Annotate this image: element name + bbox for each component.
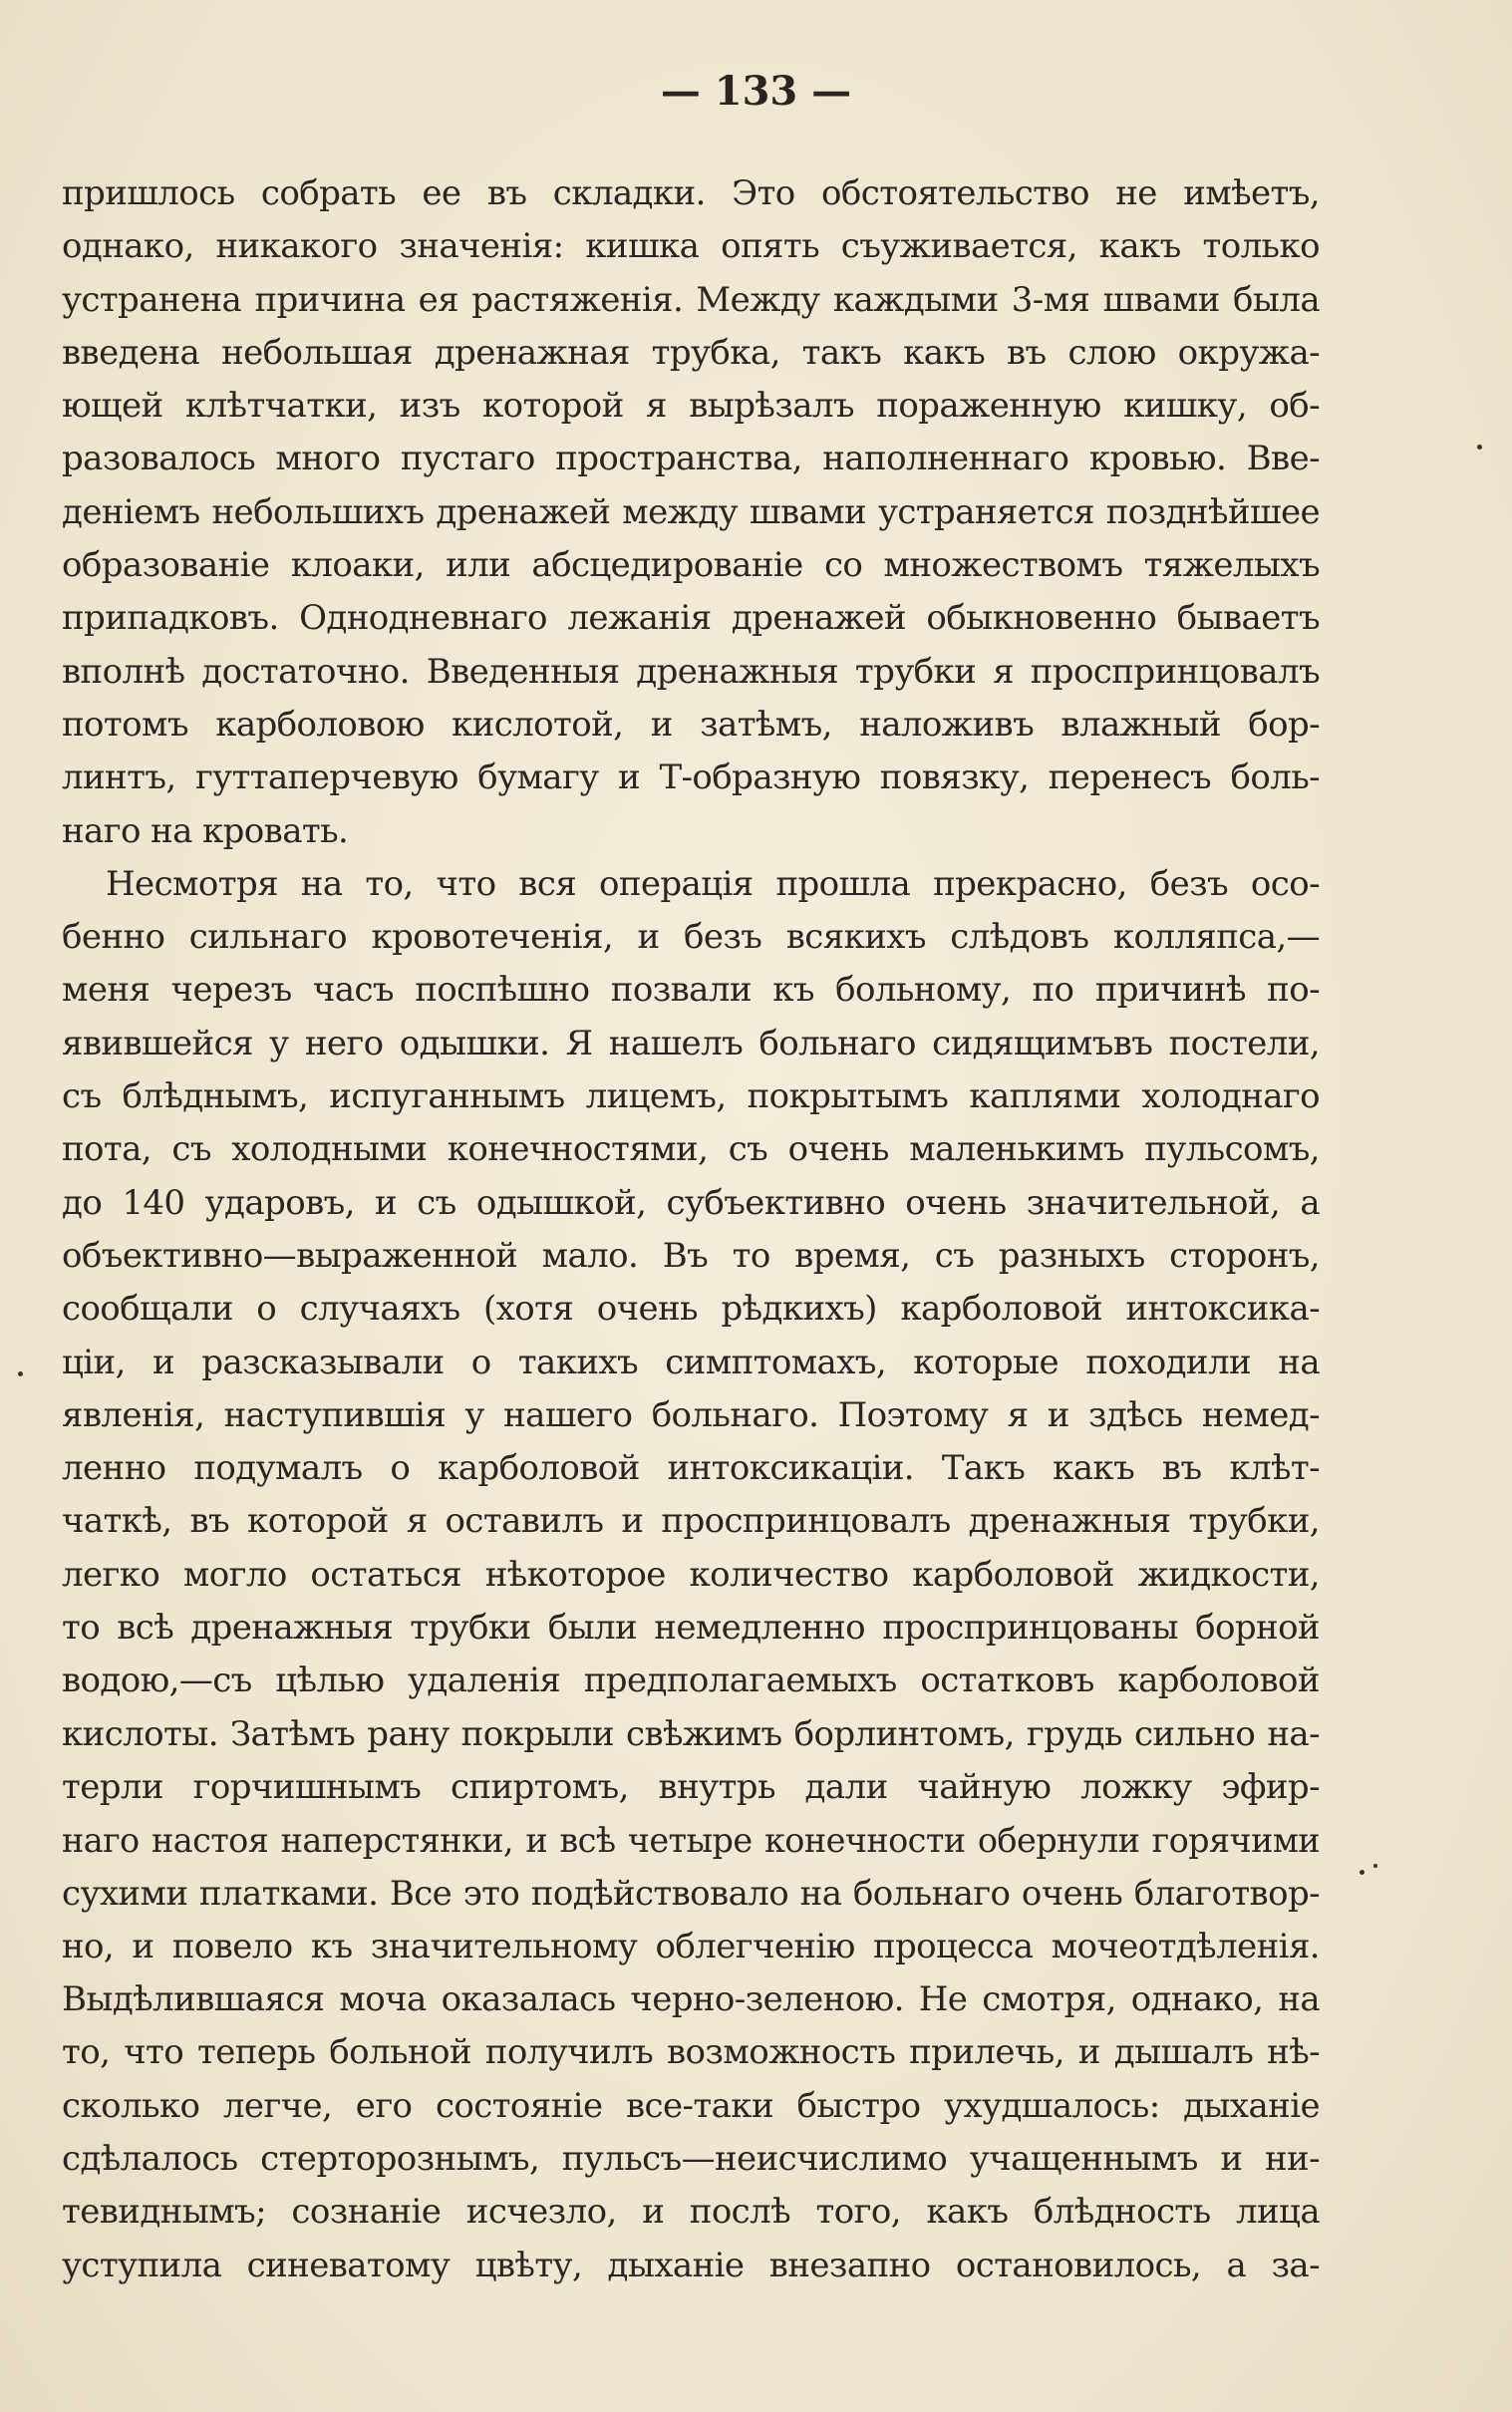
text-line: до 140 ударовъ, и съ одышкой, субъективно очень значительной, а — [62, 1182, 1320, 1223]
ink-speck — [18, 1371, 23, 1376]
text-line: пришлось собрать ее въ складки. Это обстоятельство не имѣетъ, — [62, 173, 1320, 213]
text-line: явленія, наступившія у нашего больнаго. Поэтому я и здѣсь немед- — [62, 1394, 1320, 1435]
body-text — [62, 167, 1320, 2292]
text-line: пота, съ холодными конечностями, съ очень маленькимъ пульсомъ, — [62, 1129, 1320, 1170]
text-line: объективно—выраженной мало. Въ то время, съ разныхъ сторонъ, — [62, 1235, 1320, 1276]
text-line: бенно сильнаго кровотеченія, и безъ всякихъ слѣдовъ колляпса,— — [62, 917, 1320, 958]
page-number: — 133 — — [660, 68, 852, 115]
text-line: ціи, и разсказывали о такихъ симптомахъ, которые походили на — [62, 1342, 1320, 1382]
ink-speck — [1373, 1864, 1377, 1868]
text-line: то, что теперь больной получилъ возможность прилечь, и дышалъ нѣ- — [62, 2032, 1320, 2073]
text-line: тевиднымъ; сознаніе исчезло, и послѣ того, какъ блѣдность лица — [62, 2192, 1320, 2233]
text-line: однако, никакого значенія: кишка опять съуживается, какъ только — [62, 226, 1320, 267]
text-line: сухими платками. Все это подѣйствовало на больнаго очень благотвор- — [62, 1873, 1320, 1914]
text-line: меня черезъ часъ поспѣшно позвали къ больному, по причинѣ по- — [62, 970, 1320, 1011]
text-line: устранена причина ея растяженія. Между каждыми 3-мя швами была — [62, 279, 1320, 320]
text-line: кислоты. Затѣмъ рану покрыли свѣжимъ борлинтомъ, грудь сильно на- — [62, 1713, 1320, 1754]
text-line: сообщали о случаяхъ (хотя очень рѣдкихъ) карболовой интоксика- — [62, 1289, 1320, 1330]
text-line: линтъ, гуттаперчевую бумагу и Т-образную повязку, перенесъ боль- — [62, 757, 1320, 798]
text-line: сдѣлалось стерторознымъ, пульсъ—неисчислимо учащеннымъ и ни- — [62, 2138, 1320, 2179]
text-line: чаткѣ, въ которой я оставилъ и проспринцовалъ дренажныя трубки, — [62, 1501, 1320, 1542]
text-line: уступила синеватому цвѣту, дыханіе внезапно остановилось, а за- — [62, 2245, 1320, 2285]
text-line: потомъ карболовою кислотой, и затѣмъ, наложивъ влажный бор- — [62, 704, 1320, 745]
text-line: съ блѣднымъ, испуганнымъ лицемъ, покрытымъ каплями холоднаго — [62, 1076, 1320, 1117]
text-line: образованіе клоаки, или абсцедированіе со множествомъ тяжелыхъ — [62, 545, 1320, 586]
ink-speck — [1477, 445, 1482, 450]
text-line: то всѣ дренажныя трубки были немедленно проспринцованы борной — [62, 1608, 1320, 1649]
text-line: деніемъ небольшихъ дренажей между швами устраняется позднѣйшее — [62, 491, 1320, 532]
text-line: введена небольшая дренажная трубка, такъ какъ въ слою окружа- — [62, 332, 1320, 373]
ink-speck — [1360, 1870, 1364, 1875]
text-line: терли горчишнымъ спиртомъ, внутрь дали чайную ложку эфир- — [62, 1766, 1320, 1807]
text-line: Выдѣлившаяся моча оказалась черно-зеленою. Не смотря, однако, на — [62, 1979, 1320, 2020]
text-line: явившейся у него одышки. Я нашелъ больнаго сидящимъвъ постели, — [62, 1023, 1320, 1063]
text-line: наго на кровать. — [62, 810, 349, 851]
text-line: ющей клѣтчатки, изъ которой я вырѣзалъ пораженную кишку, об- — [62, 386, 1320, 427]
text-line: водою,—съ цѣлью удаленія предполагаемыхъ остатковъ карболовой — [62, 1660, 1320, 1701]
text-line: но, и повело къ значительному облегченію процесса мочеотдѣленія. — [62, 1926, 1320, 1966]
paragraph-first-line: Несмотря на то, что вся операція прошла прекрасно, безъ осо- — [106, 863, 1320, 904]
text-line: припадковъ. Однодневнаго лежанія дренажей обыкновенно бываетъ — [62, 598, 1320, 639]
text-line: ленно подумалъ о карболовой интоксикаціи. Такъ какъ въ клѣт- — [62, 1448, 1320, 1489]
text-line: вполнѣ достаточно. Введенныя дренажныя трубки я проспринцовалъ — [62, 651, 1320, 692]
text-line: сколько легче, его состояніе все-таки быстро ухудшалось: дыханіе — [62, 2085, 1320, 2126]
text-line: разовалось много пустаго пространства, наполненнаго кровью. Вве- — [62, 439, 1320, 479]
text-line: легко могло остаться нѣкоторое количество карболовой жидкости, — [62, 1554, 1320, 1595]
text-line: наго настоя наперстянки, и всѣ четыре конечности обернули горячими — [62, 1821, 1320, 1861]
